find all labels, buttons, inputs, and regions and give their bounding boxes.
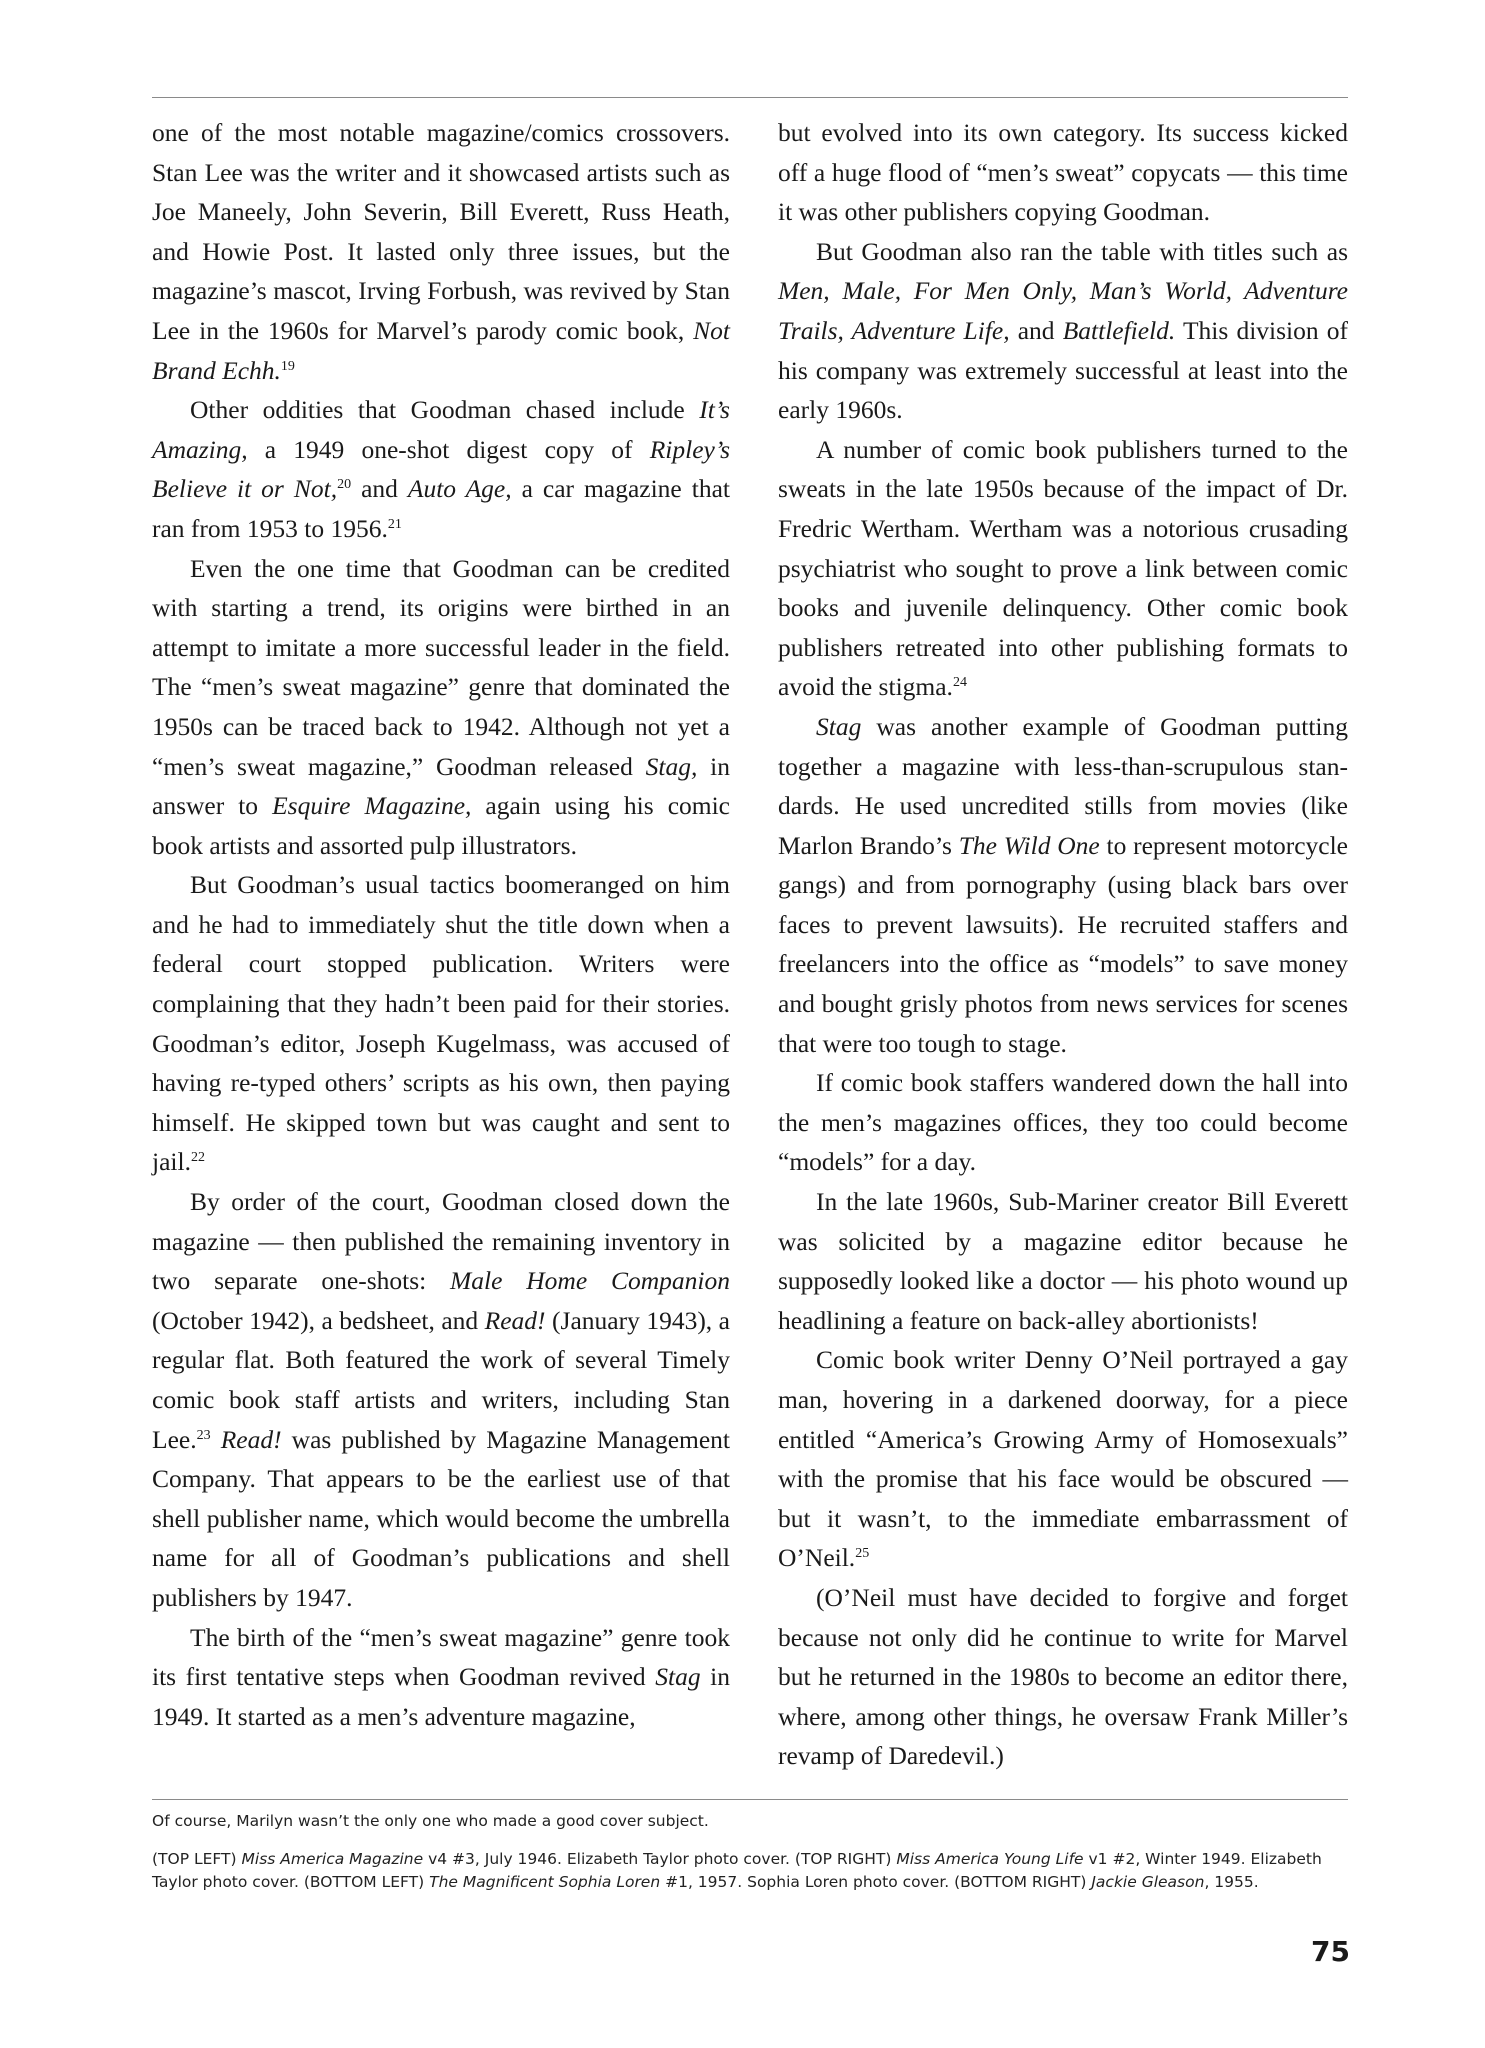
- text-run: again using his comic book artists and assorted pulp illustrators.: [152, 791, 731, 860]
- text-run: This division of his company was extremely successful at least into the early 1960s.: [778, 315, 1349, 425]
- caption-intro: Of course, Marilyn wasn’t the only one who made a good cover subject.: [152, 1812, 709, 1830]
- right-column: [778, 113, 1348, 1776]
- text-run: v1 #2, Winter 1949. Elizabeth Taylor photo cover. (BOTTOM LEFT): [152, 1850, 1322, 1891]
- text-run: but evolved into its own category. Its success kicked off a huge flood of “men’s sweat” copycats — this time it was other publishers copying Goodman.: [778, 118, 1348, 227]
- footnote-ref: 22: [190, 1150, 205, 1166]
- footnote-ref: 23: [196, 1427, 211, 1443]
- top-rule: [152, 97, 1348, 98]
- text-run: in 1949. It started as a men’s adventure magazine,: [152, 1662, 730, 1731]
- italic-title: Ripley’s Believe it or Not,: [152, 434, 730, 504]
- text-run: , 1955.: [1204, 1873, 1259, 1891]
- paragraph: [778, 232, 1348, 430]
- text-run: By order of the court, Goodman closed down the magazine — then published the remaining inventory in two separate one-shots:: [152, 1187, 730, 1296]
- paragraph: [152, 1618, 730, 1737]
- text-run: and: [1009, 315, 1063, 345]
- text-run: was another example of Goodman putting together a magazine with less-than-scrupulous standards. He used uncredited stills from movies (like Marlon Brando’s: [778, 711, 1348, 860]
- paragraph: [778, 707, 1348, 1063]
- text-run: (October 1942), a bedsheet, and: [152, 1305, 485, 1335]
- italic-title: Read!: [484, 1305, 546, 1335]
- page-number: 75: [1311, 1935, 1350, 1968]
- text-run: Even the one time that Goodman can be credited with starting a trend, its origins were birthed in an attempt to imitate a more successful leader in the field. The “men’s sweat magazine” genre that dominated the 1950s can be traced back to 1942. Although not yet a “men’s sweat magazine,” Goodman released: [152, 553, 730, 781]
- italic-title: Jackie Gleason: [1091, 1873, 1205, 1891]
- paragraph: [152, 865, 730, 1182]
- italic-title: Stag,: [645, 751, 698, 781]
- text-run: But Goodman also ran the table with titles such as: [816, 236, 1348, 266]
- text-run: v4 #3, July 1946. Elizabeth Taylor photo cover. (TOP RIGHT): [423, 1850, 897, 1868]
- paragraph: [778, 430, 1348, 707]
- italic-title: Men, Male, For Men Only, Man’s World, Adventure Trails, Adventure Life,: [778, 276, 1348, 345]
- text-run: (January 1943), a regular flat. Both featured the work of several Timely comic book staff artists and writers, including Stan Lee.: [152, 1305, 730, 1454]
- italic-title: Miss America Young Life: [896, 1850, 1084, 1868]
- text-run: A number of comic book publishers turned to the sweats in the late 1950s because of the impact of Dr. Fredric Wertham. Wertham was a notorious crusading psychiatrist who sought to prove a link between comic books and juvenile delinquency. Other comic book publishers retreated into other publishing formats to avoid the stigma.: [778, 434, 1348, 702]
- italic-title: Not Brand Echh.: [152, 315, 730, 385]
- text-run: But Goodman’s usual tactics boomeranged on him and he had to immediately shut the title down when a federal court stopped publication. Writers were complaining that they hadn’t been paid for their stories. Goodman’s editor, Joseph Kugelmass, was accused of having re-typed others’ scripts as his own, then paying himself. He skipped town but was caught and sent to jail.: [152, 870, 730, 1177]
- text-run: (TOP LEFT): [152, 1850, 242, 1868]
- paragraph: [778, 1578, 1348, 1776]
- italic-title: Miss America Magazine: [241, 1850, 424, 1868]
- left-column: [152, 113, 730, 1736]
- italic-title: Esquire Magazine,: [272, 791, 472, 821]
- text-run: a 1949 one-shot digest copy of: [247, 434, 650, 464]
- text-run: If comic book staffers wandered down the hall into the men’s magazines offices, they too could become “models” for a day.: [778, 1068, 1348, 1177]
- footnote-ref: 24: [952, 675, 967, 691]
- caption-credits: [152, 1848, 1348, 1894]
- footnote-ref: 20: [337, 477, 352, 493]
- text-run: and: [351, 474, 408, 504]
- italic-title: The Magnificent Sophia Loren: [429, 1873, 661, 1891]
- paragraph: [778, 1182, 1348, 1340]
- text-run: one of the most notable magazine/comics crossovers. Stan Lee was the writer and it showcased artists such as Joe Maneely, John Severin, Bill Everett, Russ Heath, and Howie Post. It lasted only three issues, but the magazine’s mascot, Irving Forbush, was revived by Stan Lee in the 1960s for Marvel’s parody comic book,: [152, 118, 730, 345]
- paragraph: [152, 113, 730, 390]
- paragraph: [152, 549, 730, 866]
- paragraph: [152, 1182, 730, 1618]
- italic-title: Stag: [816, 711, 862, 741]
- italic-title: Read!: [220, 1424, 282, 1454]
- paragraph: [152, 390, 730, 548]
- paragraph: [778, 1340, 1348, 1578]
- text-run: Comic book writer Denny O’Neil portrayed a gay man, hovering in a darkened doorway, for a piece entitled “America’s Growing Army of Homosexuals” with the promise that his face would be obscured — but it wasn’t, to the immediate embarrassment of O’Neil.: [778, 1345, 1348, 1573]
- italic-title: Auto Age,: [407, 474, 512, 504]
- text-run: a car magazine that ran from 1953 to 1956.: [152, 474, 730, 543]
- text-run: to represent motorcycle gangs) and from pornography (using black bars over faces to prevent lawsuits). He recruited staffers and freelancers into the office as “models” to save money and bought grisly photos from news services for scenes that were too tough to stage.: [778, 830, 1348, 1058]
- footnote-ref: 19: [280, 358, 295, 374]
- footnote-ref: 25: [855, 1546, 870, 1562]
- text-run: (O’Neil must have decided to forgive and forget because not only did he continue to write for Marvel but he returned in the 1980s to become an editor there, where, among other things, he oversaw Frank Miller’s revamp of Daredevil.): [778, 1582, 1348, 1771]
- italic-title: Stag: [655, 1662, 701, 1692]
- text-run: The birth of the “men’s sweat magazine” genre took its first tentative steps when Goodman revived: [152, 1622, 730, 1692]
- italic-title: Battlefield.: [1062, 315, 1176, 345]
- text-run: was published by Magazine Management Company. That appears to be the earliest use of that shell publisher name, which would become the umbrella name for all of Goodman’s publications and shell publishers by 1947.: [152, 1424, 730, 1612]
- text-run: [211, 1425, 221, 1454]
- text-run: in answer to: [152, 751, 731, 821]
- text-run: Other oddities that Goodman chased include: [190, 395, 700, 425]
- paragraph: [778, 113, 1348, 232]
- italic-title: The Wild One: [958, 830, 1100, 860]
- italic-title: It’s Amazing,: [152, 395, 730, 464]
- paragraph: [778, 1063, 1348, 1182]
- text-run: #1, 1957. Sophia Loren photo cover. (BOTTOM RIGHT): [660, 1873, 1092, 1891]
- italic-title: Male Home Companion: [450, 1266, 730, 1296]
- footnote-ref: 21: [387, 516, 402, 532]
- text-run: In the late 1960s, Sub-Mariner creator Bill Everett was solicited by a magazine editor because he supposedly looked like a doctor — his photo wound up headlining a feature on back-alley abortionists!: [778, 1187, 1348, 1335]
- caption-rule: [152, 1799, 1348, 1800]
